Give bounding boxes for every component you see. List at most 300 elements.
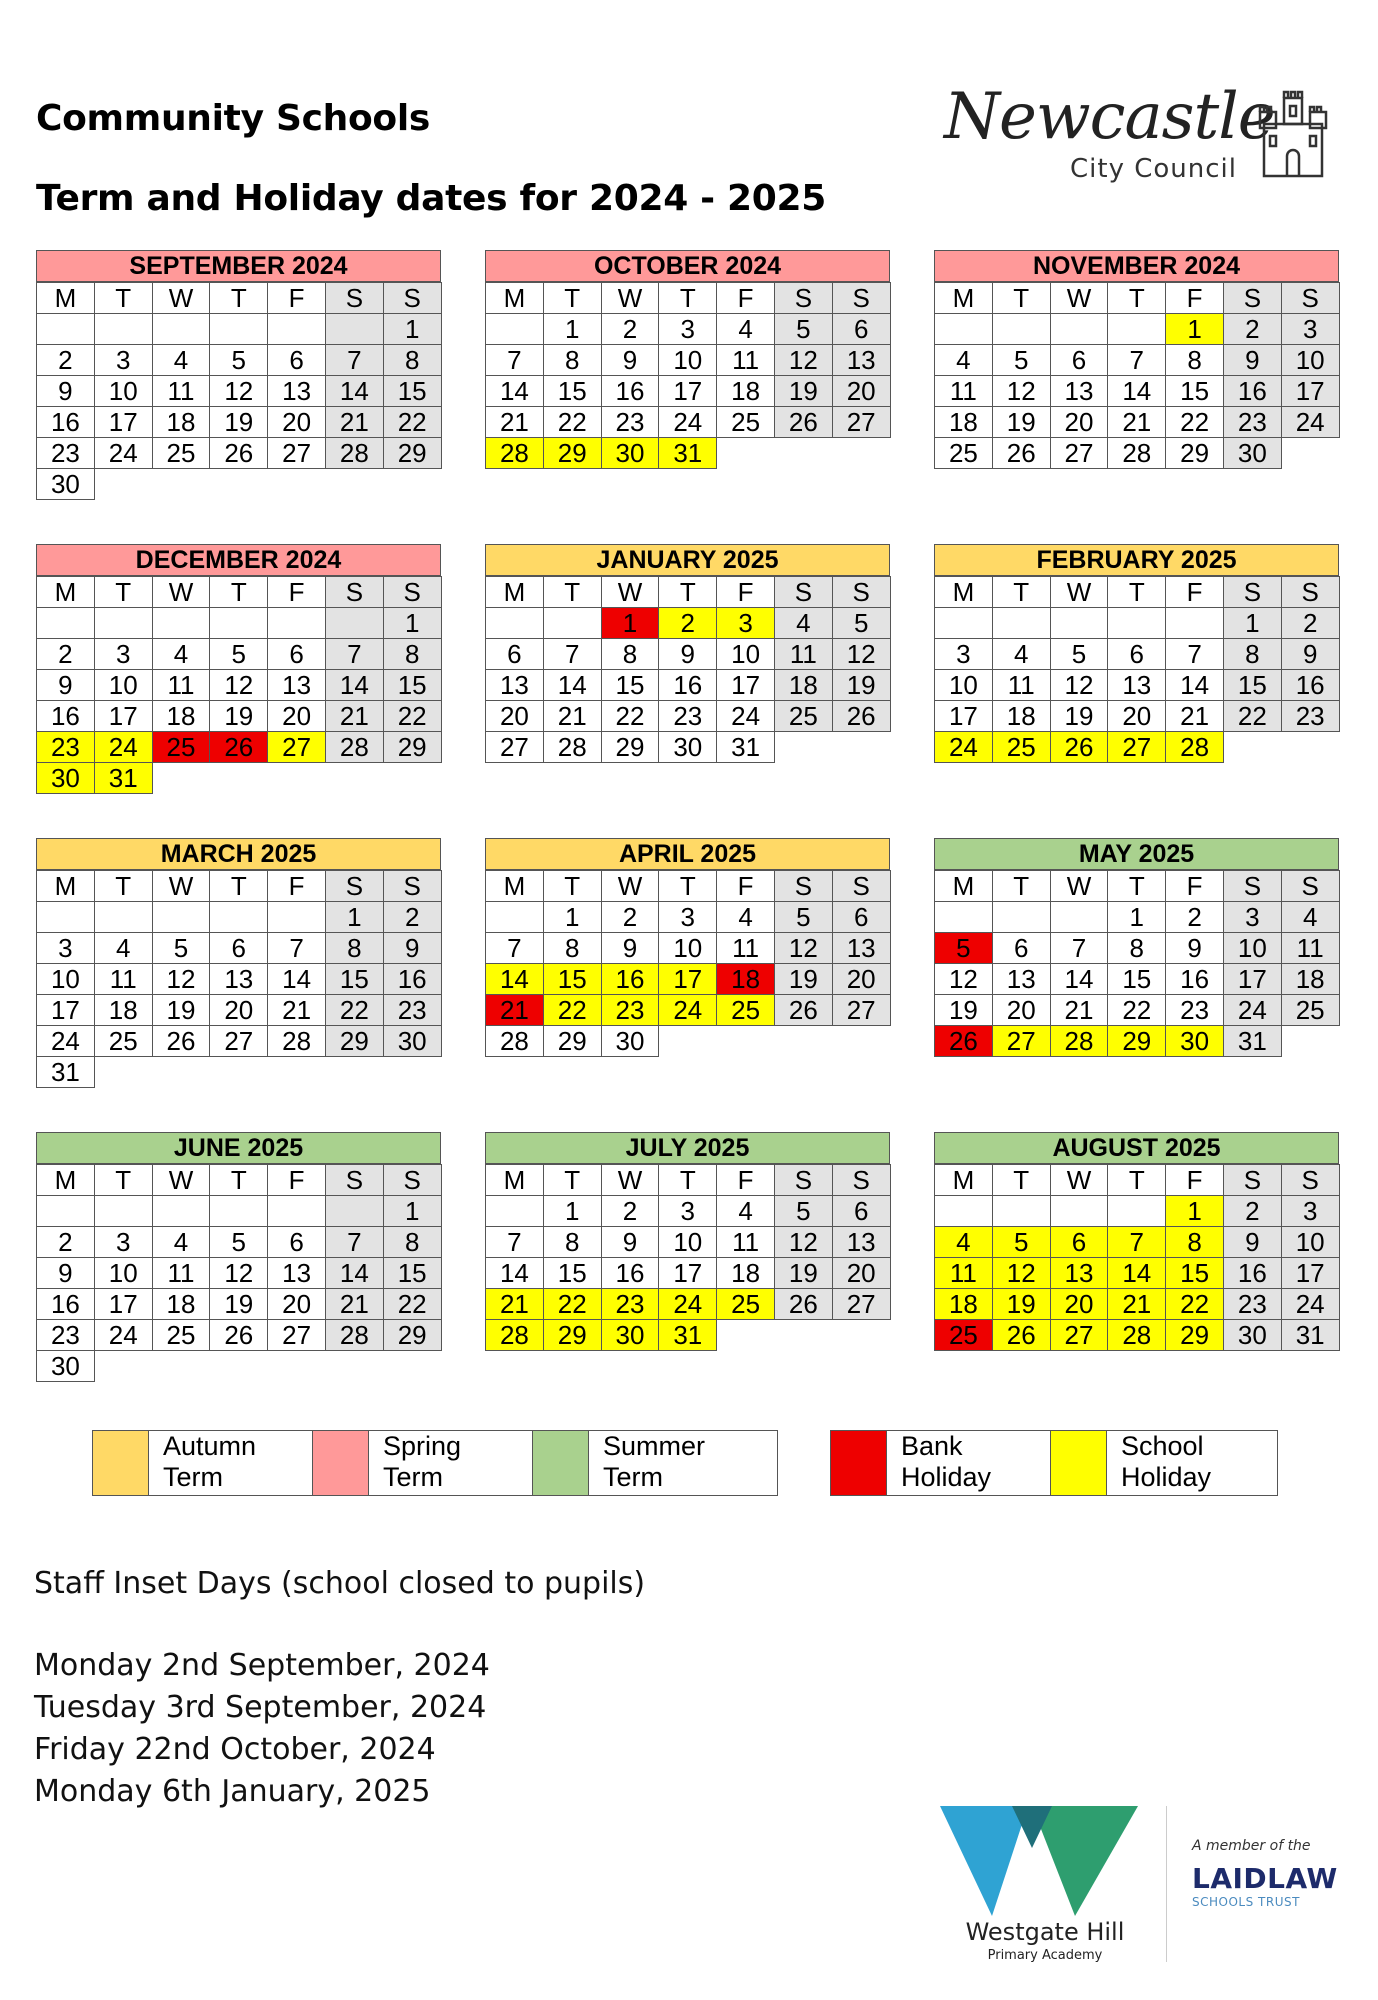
school-subtitle: Primary Academy xyxy=(987,1948,1103,1963)
day-cell: 23 xyxy=(383,995,441,1026)
day-cell: 15 xyxy=(1166,376,1224,407)
day-cell: 20 xyxy=(1050,407,1108,438)
blank-day-cell xyxy=(152,1196,210,1227)
day-cell: 28 xyxy=(486,438,544,469)
day-cell: 24 xyxy=(935,732,993,763)
day-cell: 3 xyxy=(659,1196,717,1227)
day-cell: 27 xyxy=(268,732,326,763)
blank-day-cell xyxy=(486,1196,544,1227)
empty-cell xyxy=(383,1057,441,1088)
day-cell: 27 xyxy=(268,1320,326,1351)
day-cell: 3 xyxy=(659,902,717,933)
day-cell: 22 xyxy=(1166,1289,1224,1320)
blank-day-cell xyxy=(1050,902,1108,933)
day-cell: 17 xyxy=(935,701,993,732)
day-cell: 14 xyxy=(486,1258,544,1289)
day-cell: 6 xyxy=(268,1227,326,1258)
day-cell: 23 xyxy=(1166,995,1224,1026)
day-cell: 7 xyxy=(325,345,383,376)
day-cell: 12 xyxy=(774,1227,832,1258)
day-cell: 31 xyxy=(659,1320,717,1351)
day-cell: 21 xyxy=(1108,1289,1166,1320)
day-cell: 18 xyxy=(717,1258,775,1289)
day-cell: 29 xyxy=(601,732,659,763)
day-cell: 20 xyxy=(832,1258,890,1289)
day-cell: 3 xyxy=(935,639,993,670)
day-cell: 3 xyxy=(717,608,775,639)
day-cell: 21 xyxy=(325,1289,383,1320)
day-cell: 27 xyxy=(268,438,326,469)
day-cell: 8 xyxy=(1166,1227,1224,1258)
school-holiday-swatch xyxy=(1051,1431,1107,1495)
day-cell: 25 xyxy=(1281,995,1339,1026)
day-cell: 26 xyxy=(774,995,832,1026)
day-cell: 19 xyxy=(774,1258,832,1289)
day-cell: 6 xyxy=(832,902,890,933)
weekday-header: W xyxy=(601,283,659,314)
month-title: DECEMBER 2024 xyxy=(36,544,441,576)
blank-day-cell xyxy=(1108,314,1166,345)
blank-day-cell xyxy=(992,608,1050,639)
day-cell: 29 xyxy=(383,1320,441,1351)
day-cell: 9 xyxy=(601,345,659,376)
day-cell: 17 xyxy=(94,1289,152,1320)
blank-day-cell xyxy=(1108,608,1166,639)
blank-day-cell xyxy=(325,1196,383,1227)
weekday-header: M xyxy=(37,1165,95,1196)
day-cell: 21 xyxy=(1050,995,1108,1026)
day-cell: 28 xyxy=(1050,1026,1108,1057)
weekday-header: M xyxy=(37,871,95,902)
spring-term-label: Spring Term xyxy=(369,1431,533,1495)
weekday-header: W xyxy=(601,1165,659,1196)
day-cell: 1 xyxy=(543,314,601,345)
weekday-header: F xyxy=(268,577,326,608)
weekday-header: F xyxy=(1166,577,1224,608)
day-cell: 5 xyxy=(774,314,832,345)
weekday-header: F xyxy=(1166,871,1224,902)
day-cell: 14 xyxy=(1108,376,1166,407)
weekday-header: S xyxy=(383,1165,441,1196)
month-day-grid xyxy=(36,282,442,500)
day-cell: 26 xyxy=(992,438,1050,469)
summer-term-swatch xyxy=(533,1431,589,1495)
day-cell: 19 xyxy=(935,995,993,1026)
weekday-header: T xyxy=(543,577,601,608)
blank-day-cell xyxy=(210,314,268,345)
day-cell: 29 xyxy=(543,438,601,469)
day-cell: 3 xyxy=(1223,902,1281,933)
weekday-header: W xyxy=(601,577,659,608)
day-cell: 26 xyxy=(152,1026,210,1057)
empty-cell xyxy=(1223,732,1281,763)
weekday-header: S xyxy=(383,283,441,314)
empty-cell xyxy=(210,1057,268,1088)
day-cell: 10 xyxy=(935,670,993,701)
empty-cell xyxy=(210,763,268,794)
day-cell: 9 xyxy=(37,376,95,407)
day-cell: 7 xyxy=(325,1227,383,1258)
day-cell: 6 xyxy=(268,639,326,670)
blank-day-cell xyxy=(935,608,993,639)
day-cell: 30 xyxy=(383,1026,441,1057)
day-cell: 15 xyxy=(543,964,601,995)
day-cell: 15 xyxy=(601,670,659,701)
day-cell: 12 xyxy=(1050,670,1108,701)
day-cell: 8 xyxy=(325,933,383,964)
day-cell: 9 xyxy=(1281,639,1339,670)
day-cell: 10 xyxy=(94,1258,152,1289)
day-cell: 4 xyxy=(717,902,775,933)
month-calendar xyxy=(934,544,1339,763)
day-cell: 18 xyxy=(992,701,1050,732)
weekday-header: T xyxy=(543,1165,601,1196)
day-cell: 1 xyxy=(1166,314,1224,345)
blank-day-cell xyxy=(268,1196,326,1227)
blank-day-cell xyxy=(268,902,326,933)
day-cell: 25 xyxy=(717,995,775,1026)
day-cell: 20 xyxy=(832,964,890,995)
day-cell: 8 xyxy=(383,639,441,670)
weekday-header: F xyxy=(1166,1165,1224,1196)
day-cell: 5 xyxy=(210,1227,268,1258)
day-cell: 14 xyxy=(543,670,601,701)
weekday-header: W xyxy=(152,871,210,902)
empty-cell xyxy=(152,763,210,794)
weekday-header: T xyxy=(543,871,601,902)
blank-day-cell xyxy=(152,314,210,345)
day-cell: 1 xyxy=(383,1196,441,1227)
blank-day-cell xyxy=(94,314,152,345)
day-cell: 19 xyxy=(210,407,268,438)
empty-cell xyxy=(268,1351,326,1382)
weekday-header: S xyxy=(325,1165,383,1196)
day-cell: 4 xyxy=(717,314,775,345)
weekday-header: W xyxy=(152,577,210,608)
month-title: MAY 2025 xyxy=(934,838,1339,870)
blank-day-cell xyxy=(94,608,152,639)
day-cell: 27 xyxy=(1108,732,1166,763)
day-cell: 3 xyxy=(1281,1196,1339,1227)
day-cell: 22 xyxy=(383,701,441,732)
day-cell: 29 xyxy=(325,1026,383,1057)
day-cell: 27 xyxy=(992,1026,1050,1057)
day-cell: 28 xyxy=(543,732,601,763)
autumn-term-swatch xyxy=(93,1431,149,1495)
day-cell: 19 xyxy=(774,964,832,995)
month-calendar xyxy=(485,1132,890,1351)
day-cell: 20 xyxy=(832,376,890,407)
empty-cell xyxy=(832,732,890,763)
day-cell: 31 xyxy=(659,438,717,469)
day-cell: 26 xyxy=(1050,732,1108,763)
day-cell: 7 xyxy=(1166,639,1224,670)
day-cell: 8 xyxy=(543,345,601,376)
day-cell: 25 xyxy=(935,1320,993,1351)
empty-cell xyxy=(1281,1026,1339,1057)
day-cell: 13 xyxy=(210,964,268,995)
weekday-header: S xyxy=(325,871,383,902)
weekday-header: W xyxy=(152,1165,210,1196)
day-cell: 9 xyxy=(1166,933,1224,964)
day-cell: 12 xyxy=(210,670,268,701)
day-cell: 1 xyxy=(543,902,601,933)
inset-date: Monday 2nd September, 2024 xyxy=(34,1648,490,1683)
day-cell: 28 xyxy=(486,1320,544,1351)
weekday-header: S xyxy=(774,577,832,608)
day-cell: 15 xyxy=(1166,1258,1224,1289)
day-cell: 7 xyxy=(1108,1227,1166,1258)
day-cell: 20 xyxy=(210,995,268,1026)
day-cell: 30 xyxy=(37,1351,95,1382)
day-cell: 21 xyxy=(486,1289,544,1320)
day-cell: 19 xyxy=(210,701,268,732)
month-day-grid xyxy=(36,1164,442,1382)
weekday-header: W xyxy=(152,283,210,314)
day-cell: 28 xyxy=(325,1320,383,1351)
weekday-header: F xyxy=(268,1165,326,1196)
day-cell: 1 xyxy=(1166,1196,1224,1227)
day-cell: 23 xyxy=(601,407,659,438)
term-legend xyxy=(92,1430,778,1496)
day-cell: 26 xyxy=(774,1289,832,1320)
day-cell: 8 xyxy=(383,1227,441,1258)
empty-cell xyxy=(717,438,775,469)
day-cell: 23 xyxy=(37,1320,95,1351)
day-cell: 4 xyxy=(774,608,832,639)
day-cell: 13 xyxy=(486,670,544,701)
day-cell: 16 xyxy=(37,701,95,732)
empty-cell xyxy=(774,1026,832,1057)
month-calendar xyxy=(36,1132,441,1382)
month-day-grid xyxy=(485,870,891,1057)
day-cell: 7 xyxy=(1050,933,1108,964)
weekday-header: T xyxy=(94,1165,152,1196)
weekday-header: T xyxy=(992,577,1050,608)
day-cell: 15 xyxy=(325,964,383,995)
day-cell: 22 xyxy=(1108,995,1166,1026)
month-day-grid xyxy=(934,576,1340,763)
day-cell: 22 xyxy=(383,407,441,438)
trust-subtitle: SCHOOLS TRUST xyxy=(1192,1895,1300,1909)
day-cell: 5 xyxy=(210,639,268,670)
day-cell: 17 xyxy=(1281,376,1339,407)
day-cell: 23 xyxy=(1281,701,1339,732)
day-cell: 25 xyxy=(152,1320,210,1351)
day-cell: 4 xyxy=(1281,902,1339,933)
weekday-header: M xyxy=(935,871,993,902)
summer-term-label: Summer Term xyxy=(603,1431,706,1492)
day-cell: 2 xyxy=(659,608,717,639)
blank-day-cell xyxy=(1166,608,1224,639)
day-cell: 16 xyxy=(601,1258,659,1289)
weekday-header: T xyxy=(1108,1165,1166,1196)
day-cell: 5 xyxy=(935,933,993,964)
blank-day-cell xyxy=(268,608,326,639)
blank-day-cell xyxy=(1108,1196,1166,1227)
blank-day-cell xyxy=(37,608,95,639)
day-cell: 16 xyxy=(1166,964,1224,995)
day-cell: 24 xyxy=(94,732,152,763)
weekday-header: W xyxy=(601,871,659,902)
day-cell: 15 xyxy=(1223,670,1281,701)
month-calendar xyxy=(934,1132,1339,1351)
day-cell: 23 xyxy=(601,1289,659,1320)
blank-day-cell xyxy=(1050,608,1108,639)
day-cell: 7 xyxy=(486,1227,544,1258)
day-cell: 25 xyxy=(94,1026,152,1057)
day-cell: 27 xyxy=(1050,1320,1108,1351)
weekday-header: T xyxy=(94,871,152,902)
day-cell: 22 xyxy=(543,995,601,1026)
weekday-header: T xyxy=(992,283,1050,314)
inset-date: Monday 6th January, 2025 xyxy=(34,1774,431,1809)
month-title: FEBRUARY 2025 xyxy=(934,544,1339,576)
day-cell: 25 xyxy=(717,1289,775,1320)
day-cell: 11 xyxy=(1281,933,1339,964)
day-cell: 20 xyxy=(486,701,544,732)
newcastle-city-council-logo xyxy=(938,80,1338,186)
day-cell: 23 xyxy=(37,438,95,469)
weekday-header: F xyxy=(717,1165,775,1196)
month-day-grid xyxy=(36,870,442,1088)
day-cell: 21 xyxy=(543,701,601,732)
month-title: APRIL 2025 xyxy=(485,838,890,870)
weekday-header: S xyxy=(1281,871,1339,902)
day-cell: 13 xyxy=(1050,1258,1108,1289)
day-cell: 30 xyxy=(37,469,95,500)
empty-cell xyxy=(268,1057,326,1088)
empty-cell xyxy=(94,1351,152,1382)
blank-day-cell xyxy=(152,902,210,933)
day-cell: 13 xyxy=(832,1227,890,1258)
day-cell: 4 xyxy=(94,933,152,964)
month-title: MARCH 2025 xyxy=(36,838,441,870)
day-cell: 24 xyxy=(1223,995,1281,1026)
weekday-header: S xyxy=(325,283,383,314)
day-cell: 19 xyxy=(210,1289,268,1320)
day-cell: 13 xyxy=(268,670,326,701)
day-cell: 25 xyxy=(152,438,210,469)
day-cell: 27 xyxy=(832,995,890,1026)
weekday-header: W xyxy=(1050,871,1108,902)
day-cell: 29 xyxy=(543,1026,601,1057)
day-cell: 10 xyxy=(1281,345,1339,376)
day-cell: 3 xyxy=(659,314,717,345)
day-cell: 10 xyxy=(659,933,717,964)
day-cell: 28 xyxy=(268,1026,326,1057)
weekday-header: T xyxy=(1108,577,1166,608)
day-cell: 18 xyxy=(94,995,152,1026)
empty-cell xyxy=(832,1320,890,1351)
day-cell: 1 xyxy=(1223,608,1281,639)
day-cell: 8 xyxy=(601,639,659,670)
weekday-header: M xyxy=(935,577,993,608)
day-cell: 31 xyxy=(94,763,152,794)
day-cell: 12 xyxy=(992,1258,1050,1289)
empty-cell xyxy=(94,469,152,500)
day-cell: 1 xyxy=(325,902,383,933)
day-cell: 26 xyxy=(992,1320,1050,1351)
weekday-header: W xyxy=(1050,1165,1108,1196)
day-cell: 2 xyxy=(37,1227,95,1258)
empty-cell xyxy=(383,1351,441,1382)
empty-cell xyxy=(152,1351,210,1382)
day-cell: 10 xyxy=(94,670,152,701)
day-cell: 21 xyxy=(1108,407,1166,438)
day-cell: 16 xyxy=(659,670,717,701)
day-cell: 8 xyxy=(1223,639,1281,670)
weekday-header: S xyxy=(1223,871,1281,902)
day-cell: 21 xyxy=(486,407,544,438)
empty-cell xyxy=(268,763,326,794)
blank-day-cell xyxy=(486,608,544,639)
day-cell: 2 xyxy=(601,314,659,345)
day-cell: 7 xyxy=(325,639,383,670)
day-cell: 13 xyxy=(992,964,1050,995)
weekday-header: W xyxy=(1050,577,1108,608)
day-cell: 25 xyxy=(152,732,210,763)
day-cell: 14 xyxy=(486,964,544,995)
month-title: SEPTEMBER 2024 xyxy=(36,250,441,282)
empty-cell xyxy=(210,1351,268,1382)
day-cell: 25 xyxy=(935,438,993,469)
weekday-header: M xyxy=(935,283,993,314)
day-cell: 12 xyxy=(774,345,832,376)
spring-term-swatch xyxy=(313,1431,369,1495)
holiday-legend xyxy=(830,1430,1278,1496)
day-cell: 21 xyxy=(1166,701,1224,732)
day-cell: 25 xyxy=(717,407,775,438)
day-cell: 30 xyxy=(1223,438,1281,469)
bank-holiday-swatch xyxy=(831,1431,887,1495)
day-cell: 15 xyxy=(383,1258,441,1289)
day-cell: 7 xyxy=(486,345,544,376)
day-cell: 24 xyxy=(659,995,717,1026)
day-cell: 6 xyxy=(1050,345,1108,376)
blank-day-cell xyxy=(152,608,210,639)
empty-cell xyxy=(383,469,441,500)
month-title: NOVEMBER 2024 xyxy=(934,250,1339,282)
day-cell: 28 xyxy=(325,732,383,763)
empty-cell xyxy=(832,438,890,469)
blank-day-cell xyxy=(325,314,383,345)
month-calendar xyxy=(485,544,890,763)
month-day-grid xyxy=(485,282,891,469)
month-day-grid xyxy=(485,576,891,763)
blank-day-cell xyxy=(486,902,544,933)
day-cell: 18 xyxy=(935,407,993,438)
weekday-header: S xyxy=(383,871,441,902)
month-title: JULY 2025 xyxy=(485,1132,890,1164)
weekday-header: T xyxy=(992,871,1050,902)
weekday-header: T xyxy=(659,283,717,314)
month-title: JUNE 2025 xyxy=(36,1132,441,1164)
day-cell: 29 xyxy=(383,732,441,763)
day-cell: 22 xyxy=(325,995,383,1026)
day-cell: 3 xyxy=(37,933,95,964)
bank-holiday-label: Bank Holiday xyxy=(887,1431,1051,1495)
day-cell: 6 xyxy=(832,1196,890,1227)
day-cell: 18 xyxy=(152,1289,210,1320)
day-cell: 12 xyxy=(152,964,210,995)
day-cell: 24 xyxy=(37,1026,95,1057)
weekday-header: S xyxy=(832,1165,890,1196)
day-cell: 26 xyxy=(210,732,268,763)
day-cell: 2 xyxy=(601,902,659,933)
weekday-header: T xyxy=(659,577,717,608)
blank-day-cell xyxy=(935,902,993,933)
